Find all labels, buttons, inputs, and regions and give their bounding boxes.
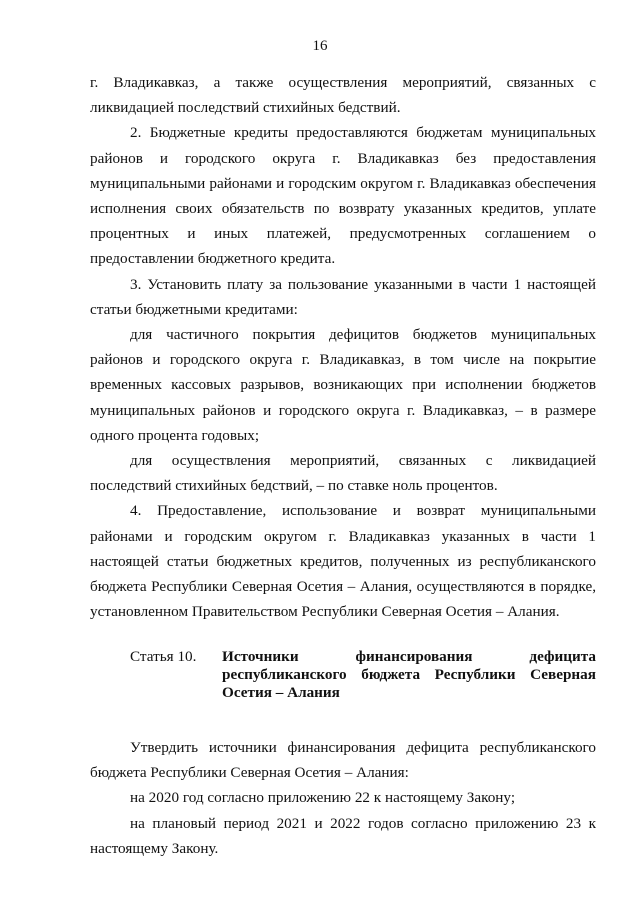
paragraph: 2. Бюджетные кредиты предоставляются бюджетам муниципальных районов и городского округа г. Владикавказ без предоставления муниципальными районами и городским округом г. Владикавказ обеспечения исполнения своих обязательств по возврату указанных кредитов, уплате процентных и иных платежей, предусмотренных соглашением о предоставлении бюджетного кредита. xyxy=(90,124,596,268)
paragraph: 4. Предоставление, использование и возврат муниципальными районами и городским округом г. Владикавказ указанных в части 1 настоящей статьи бюджетных кредитов, полученных из республиканского бюджета Республики Северная Осетия – Алания, осуществляются в порядке, установленном Правительством Республики Северная Осетия – Алания. xyxy=(90,502,596,621)
article-label: Статья 10. xyxy=(130,648,197,665)
page-number: 16 xyxy=(312,38,328,54)
paragraph: на плановый период 2021 и 2022 годов согласно приложению 23 к настоящему Закону. xyxy=(90,814,596,857)
article-body xyxy=(90,735,596,861)
paragraph: 3. Установить плату за пользование указанными в части 1 настоящей статьи бюджетными кредитами: xyxy=(90,275,596,318)
paragraph: для осуществления мероприятий, связанных с ликвидацией последствий стихийных бедствий, – по ставке ноль процентов. xyxy=(90,452,596,495)
paragraph: Утвердить источники финансирования дефицита республиканского бюджета Республики Северная Осетия – Алания: xyxy=(90,739,596,782)
paragraph: на 2020 год согласно приложению 22 к настоящему Закону; xyxy=(130,789,516,807)
paragraph: г. Владикавказ, а также осуществления мероприятий, связанных с ликвидацией последствий стихийных бедствий. xyxy=(90,74,596,117)
body-text xyxy=(90,70,596,624)
paragraph: для частичного покрытия дефицитов бюджетов муниципальных районов и городского округа г. Владикавказ, в том числе на покрытие временных кассовых разрывов, возникающих при исполнении бюджетов муниципальных районов и городского округа г. Владикавказ, – в размере одного процента годовых; xyxy=(90,326,596,444)
article-heading xyxy=(130,648,596,702)
article-title: Источники финансирования дефицита республиканского бюджета Республики Северная Осетия – Алания xyxy=(222,648,596,701)
